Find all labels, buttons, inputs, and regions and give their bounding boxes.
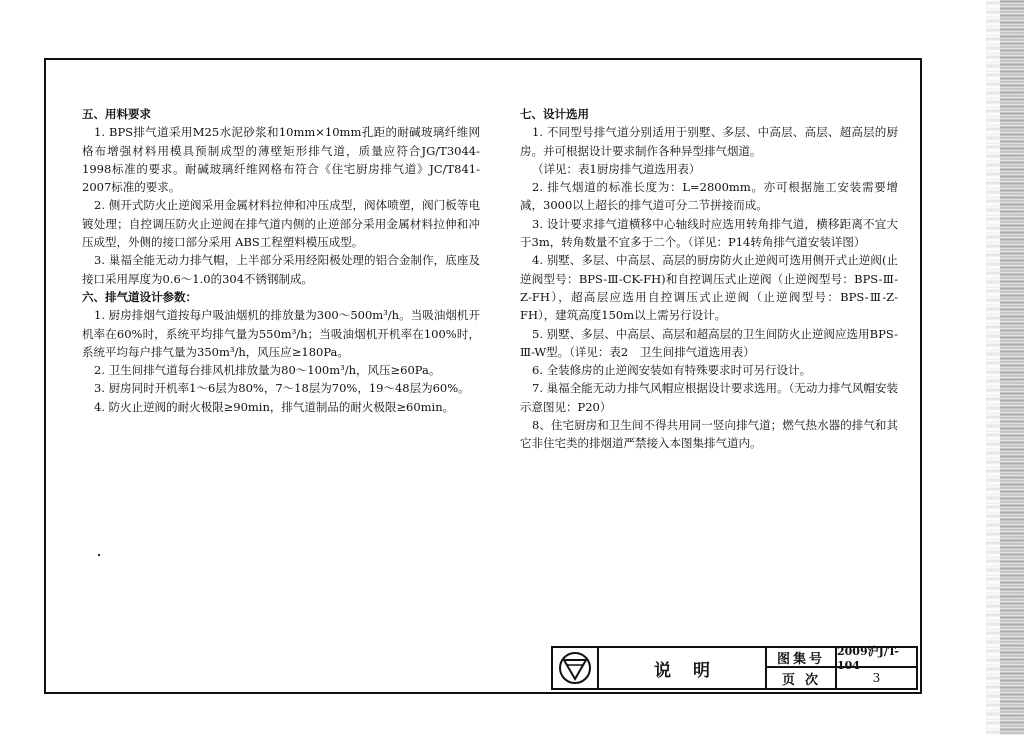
atlas-number-value: 2009沪J/T-104 xyxy=(837,648,916,668)
section-heading-design-selection: 七、设计选用 xyxy=(520,107,589,121)
drawing-title: 说明 xyxy=(599,648,767,688)
title-block xyxy=(551,646,918,690)
paragraph: （详见：表1厨房排气道选用表） xyxy=(532,161,701,176)
right-column xyxy=(520,105,898,453)
paragraph: 4. 防火止逆阀的耐火极限≥90min，排气道制品的耐火极限≥60min。 xyxy=(94,399,455,414)
paragraph: 6. 全装修房的止逆阀安装如有特殊要求时可另行设计。 xyxy=(532,363,812,378)
triangle-in-circle-logo-icon xyxy=(553,648,599,688)
atlas-number-label: 图集号 xyxy=(767,648,837,668)
paragraph: 1. 不同型号排气道分别适用于别墅、多层、中高层、高层、超高层的厨房。并可根据设计要求制作各种异型排气烟道。 xyxy=(520,125,898,158)
page-number-label: 页次 xyxy=(767,668,837,688)
left-column xyxy=(82,105,480,416)
section-heading-materials: 五、用料要求 xyxy=(82,107,151,121)
paragraph: 3. 厨房同时开机率1～6层为80%，7～18层为70%，19～48层为60%。 xyxy=(94,381,470,396)
paragraph: 8、住宅厨房和卫生间不得共用同一竖向排气道；燃气热水器的排气和其它非住宅类的排烟道严禁接入本图集排气道内。 xyxy=(520,418,898,451)
scan-edge xyxy=(1000,0,1024,735)
section-heading-design-params: 六、排气道设计参数： xyxy=(82,289,197,304)
paragraph: 7. 巢福全能无动力排气风帽应根据设计要求选用。（无动力排气风帽安装示意图见：P20） xyxy=(520,381,898,414)
paragraph: 3. 设计要求排气道横移中心轴线时应选用转角排气道，横移距离不宜大于3m，转角数量不宜多于二个。（详见：P14转角排气道安装详图） xyxy=(520,216,898,250)
paragraph: 3. 巢福全能无动力排气帽，上半部分采用经阳极处理的铝合金制作，底座及接口采用厚度为0.6～1.0的304不锈钢制成。 xyxy=(82,253,480,286)
scan-edge-shadow xyxy=(986,0,1000,735)
scan-speck xyxy=(98,554,100,556)
page-number-value: 3 xyxy=(872,671,881,685)
paragraph: 2. 侧开式防火止逆阀采用金属材料拉伸和冲压成型，阀体喷塑，阀门板等电镀处理；自控调压防火止逆阀在排气道内侧的止逆部分采用金属材料拉伸和冲压成型，外侧的接口部分采用 ABS工程塑料模压成型。 xyxy=(82,198,480,250)
paragraph: 4. 别墅、多层、中高层、高层的厨房防火止逆阀可选用侧开式止逆阀(止逆阀型号：BPS-Ⅲ-CK-FH)和自控调压式止逆阀（止逆阀型号：BPS-Ⅲ-Z-FH），超高层应选用自控调压式止逆阀（止逆阀型号：BPS-Ⅲ-Z-FH），建筑高度150m以上需另行设计。 xyxy=(520,253,898,323)
paragraph: 1. BPS排气道采用M25水泥砂浆和10mm×10mm孔距的耐碱玻璃纤维网格布增强材料用模具预制成型的薄壁矩形排气道，质量应符合JG/T3044-1998标准的要求。耐碱玻璃纤维网格布符合《住宅厨房排气道》JC/T841-2007标准的要求。 xyxy=(82,125,480,195)
paragraph: 2. 排气烟道的标准长度为：L=2800mm。亦可根据施工安装需要增减，3000以上超长的排气道可分二节拼接而成。 xyxy=(520,180,898,213)
paragraph: 5. 别墅、多层、中高层、高层和超高层的卫生间防火止逆阀应选用BPS-Ⅲ-W型。（详见：表2 卫生间排气道选用表） xyxy=(520,326,898,359)
paragraph: 1. 厨房排烟气道按每户吸油烟机的排放量为300～500m³/h。当吸油烟机开机率在60%时，系统平均排气量为550m³/h；当吸油烟机开机率在100%时，系统平均每户排气量为350m³/h，风压应≥180Pa。 xyxy=(82,308,480,359)
paragraph: 2. 卫生间排气道每台排风机排放量为80～100m³/h，风压≥60Pa。 xyxy=(94,363,441,378)
